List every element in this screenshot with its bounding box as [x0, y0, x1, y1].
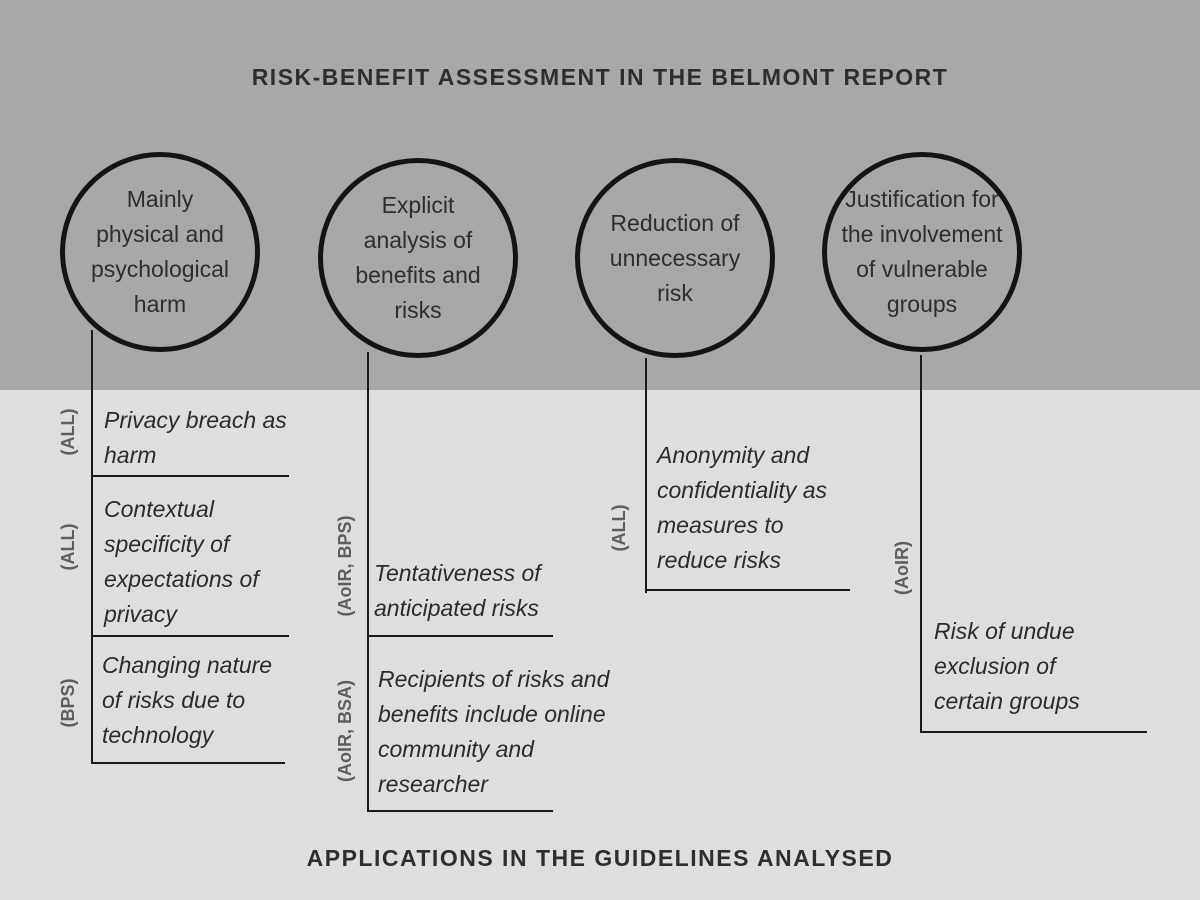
principle-label: Mainly physical and psychological harm [90, 186, 230, 317]
guideline-tag: (AoIR, BPS) [335, 515, 355, 617]
divider-line [645, 589, 850, 591]
guideline-tag: (ALL) [58, 408, 78, 456]
principle-label: Explicit analysis of benefits and risks [355, 192, 481, 323]
application-item: Changing nature of risks due to technology [102, 652, 273, 748]
connector-line [91, 330, 93, 764]
connector-line [367, 352, 369, 811]
divider-line [920, 731, 1147, 733]
application-item: Risk of undue exclusion of certain groups [934, 618, 1080, 714]
divider-line [91, 635, 289, 637]
principle-label: Reduction of unnecessary risk [609, 209, 741, 306]
guideline-tag: (ALL) [609, 504, 629, 552]
connector-line [920, 355, 922, 733]
divider-line [91, 762, 285, 764]
application-item: Tentativeness of anticipated risks [374, 560, 541, 621]
application-item: Recipients of risks and benefits include online community and researcher [378, 666, 610, 797]
divider-line [91, 475, 289, 477]
footer-title: APPLICATIONS IN THE GUIDELINES ANALYSED [306, 845, 894, 871]
principle-label: Justification for the involvement of vulnerable groups [841, 186, 1003, 317]
principle-circle-vulnerable [822, 152, 1022, 352]
application-item: Anonymity and confidentiality as measures to reduce risks [657, 442, 828, 573]
connector-line [645, 358, 647, 593]
guideline-tag: (ALL) [58, 523, 78, 571]
principle-circle-reduction [575, 158, 775, 358]
principle-circle-harm [60, 152, 260, 352]
divider-line [367, 810, 553, 812]
guideline-tag: (AoIR) [892, 541, 912, 595]
principle-circle-analysis [318, 158, 518, 358]
diagram-title: RISK-BENEFIT ASSESSMENT IN THE BELMONT REPORT [251, 64, 949, 90]
divider-line [367, 635, 553, 637]
guideline-tag: (BPS) [58, 678, 78, 728]
guideline-tag: (AoIR, BSA) [335, 680, 355, 782]
application-item: Contextual specificity of expectations of privacy [104, 496, 259, 627]
application-item: Privacy breach as harm [104, 407, 287, 468]
